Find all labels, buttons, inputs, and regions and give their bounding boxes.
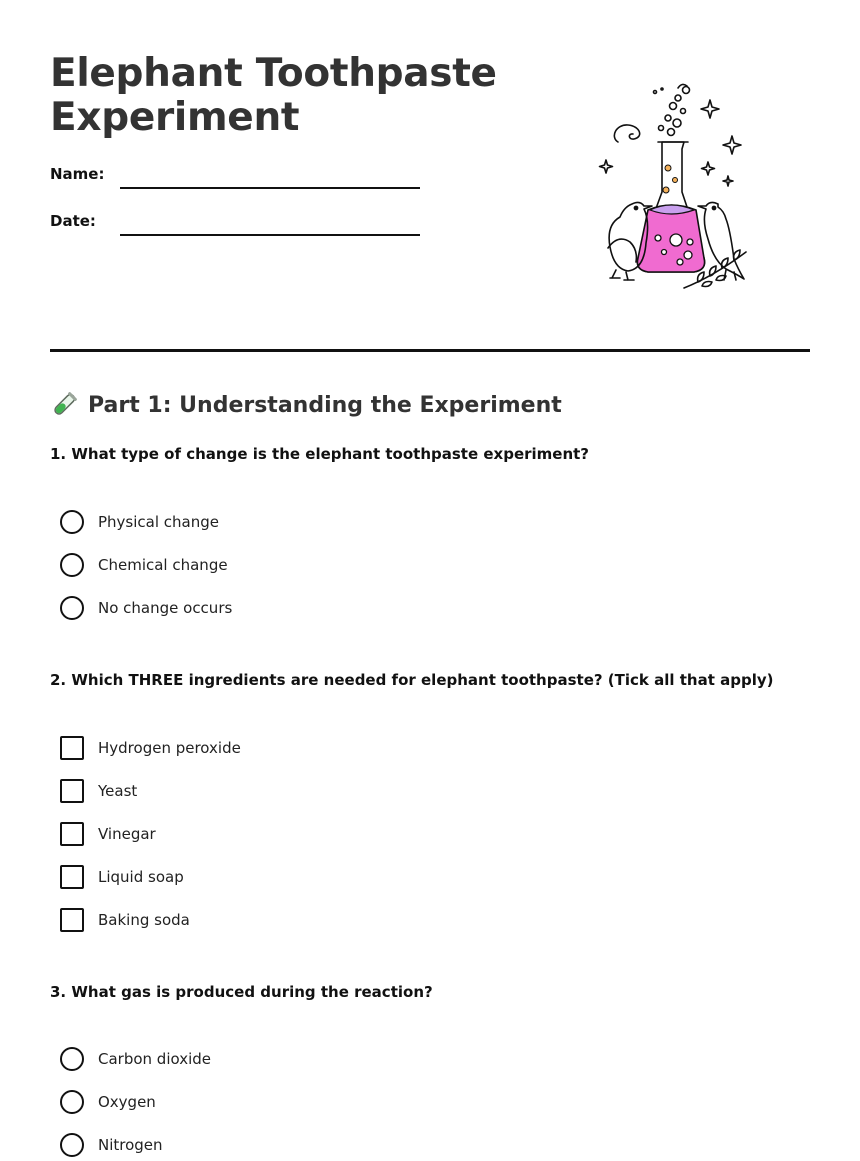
radio-button[interactable] [60, 1047, 84, 1071]
option-hydrogen-peroxide[interactable] [60, 735, 241, 761]
option-label: Physical change [98, 513, 219, 531]
checkbox[interactable] [60, 822, 84, 846]
date-field[interactable] [120, 234, 420, 236]
flask-with-birds-illustration [580, 80, 770, 295]
checkbox[interactable] [60, 779, 84, 803]
radio-button[interactable] [60, 1133, 84, 1157]
option-no-change[interactable] [60, 595, 232, 621]
radio-button[interactable] [60, 1090, 84, 1114]
option-nitrogen[interactable] [60, 1132, 163, 1158]
option-label: Chemical change [98, 556, 228, 574]
radio-button[interactable] [60, 510, 84, 534]
name-field[interactable] [120, 187, 420, 189]
option-carbon-dioxide[interactable] [60, 1046, 211, 1072]
date-label: Date: [50, 212, 96, 230]
section-title: Part 1: Understanding the Experiment [88, 392, 562, 418]
question-2: 2. Which THREE ingredients are needed for elephant toothpaste? (Tick all that apply) [50, 671, 774, 689]
option-label: Carbon dioxide [98, 1050, 212, 1068]
option-physical-change[interactable] [60, 509, 219, 535]
checkbox[interactable] [60, 736, 84, 760]
radio-button[interactable] [60, 553, 84, 577]
question-3: 3. What gas is produced during the reaction? [50, 983, 433, 1001]
option-label: Liquid soap [98, 868, 184, 886]
question-1: 1. What type of change is the elephant toothpaste experiment? [50, 445, 590, 463]
option-label: Vinegar [98, 825, 156, 843]
option-oxygen[interactable] [60, 1089, 156, 1115]
page-title: Elephant Toothpaste Experiment [50, 51, 497, 140]
checkbox[interactable] [60, 908, 84, 932]
name-label: Name: [50, 165, 105, 183]
radio-button[interactable] [60, 596, 84, 620]
option-vinegar[interactable] [60, 821, 156, 847]
option-label: No change occurs [98, 599, 233, 617]
test-tube-icon [50, 391, 78, 419]
section-header [50, 388, 562, 422]
option-label: Nitrogen [98, 1136, 163, 1154]
checkbox[interactable] [60, 865, 84, 889]
option-chemical-change[interactable] [60, 552, 228, 578]
option-label: Yeast [98, 782, 138, 800]
option-label: Oxygen [98, 1093, 156, 1111]
option-liquid-soap[interactable] [60, 864, 184, 890]
option-label: Baking soda [98, 911, 190, 929]
option-yeast[interactable] [60, 778, 137, 804]
section-divider [50, 349, 810, 352]
option-label: Hydrogen peroxide [98, 739, 241, 757]
option-baking-soda[interactable] [60, 907, 190, 933]
